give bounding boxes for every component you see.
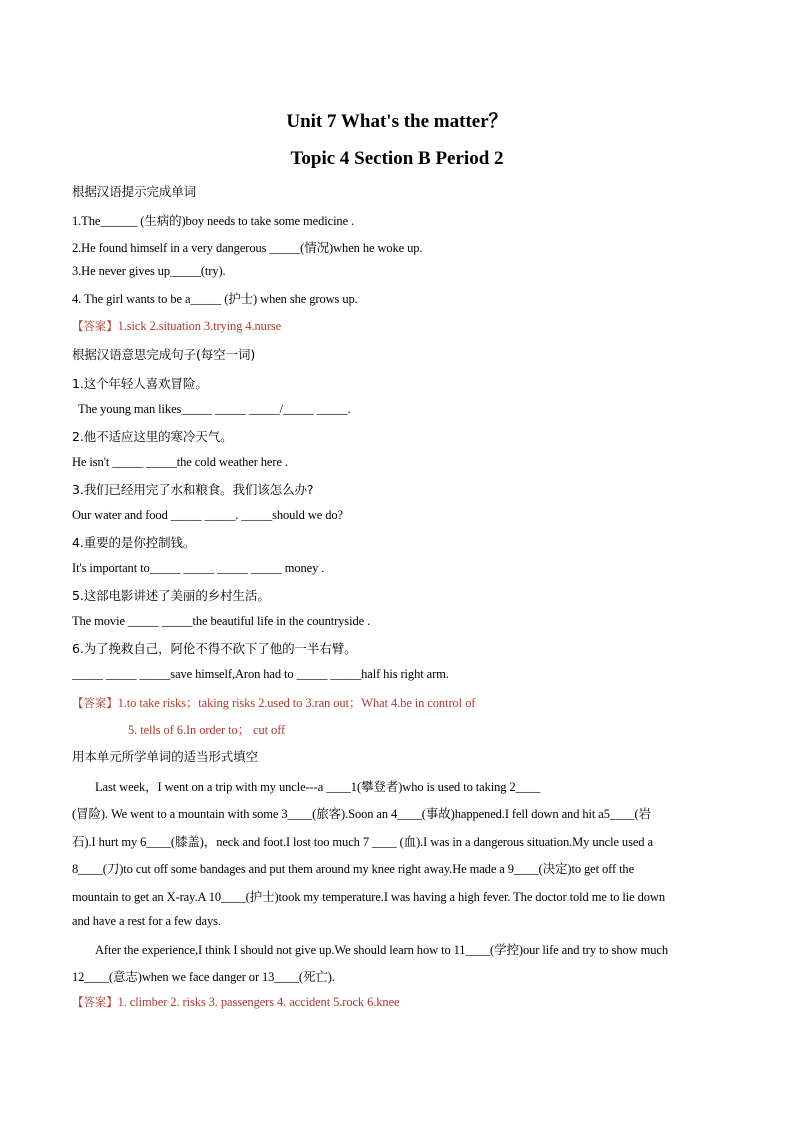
answer-tag: 【答案】 <box>72 995 118 1009</box>
section2-item-5-en: The movie _____ _____the beautiful life in the countryside . <box>72 614 371 628</box>
answer-tag: 【答案】 <box>72 696 118 710</box>
section2-item-2-zh: 2.他不适应这里的寒冷天气。 <box>72 429 233 444</box>
section2-item-1-en: The young man likes_____ _____ _____/_____ _____. <box>78 402 351 416</box>
section2-item-4-zh: 4.重要的是你控制钱。 <box>72 535 196 550</box>
section2-answer-line2: 5. tells of 6.In order to； cut off <box>128 723 286 737</box>
answer-text-line1: 1.to take risks；taking risks 2.used to 3.ran out；What 4.be in control of <box>117 696 476 710</box>
section3-para-line-3: 石).I hurt my 6____(膝盖)，neck and foot.I lost too much 7 ____ (血).I was in a dangerous situation.My uncle used a <box>72 835 653 849</box>
section2-item-6-en: _____ _____ _____save himself,Aron had to _____ _____half his right arm. <box>72 667 449 681</box>
section2-item-1-zh: 1.这个年轻人喜欢冒险。 <box>72 376 208 391</box>
section2-item-4-en: It's important to_____ _____ _____ _____ money . <box>72 561 325 575</box>
section1-heading: 根据汉语提示完成单词 <box>72 184 197 199</box>
answer-text: 1.sick 2.situation 3.trying 4.nurse <box>117 319 282 333</box>
section2-item-2-en: He isn't _____ _____the cold weather here . <box>72 455 288 469</box>
section2-item-6-zh: 6.为了挽救自己，阿伦不得不砍下了他的一半右臂。 <box>72 641 357 656</box>
answer-tag: 【答案】 <box>72 319 118 333</box>
section1-item-1: 1.The______ (生病的)boy needs to take some medicine . <box>72 214 355 228</box>
section1-item-3: 3.He never gives up_____(try). <box>72 264 226 278</box>
section3-para-line-2: (冒险). We went to a mountain with some 3____(旅客).Soon an 4____(事故)happened.I fell down and hit a5____(岩 <box>72 807 651 821</box>
section3-para-line-7: After the experience,I think I should not give up.We should learn how to 11____(学控)our life and try to show much <box>95 943 668 957</box>
section3-para-line-1: Last week，I went on a trip with my uncle---a ____1(攀登者)who is used to taking 2____ <box>95 780 541 794</box>
section3-para-line-4: 8____(刀)to cut off some bandages and put them around my knee right away.He made a 9____(决定)to get off the <box>72 862 635 876</box>
section2-item-3-en: Our water and food _____ _____. _____should we do? <box>72 508 343 522</box>
page-subtitle: Topic 4 Section B Period 2 <box>290 148 504 169</box>
section1-item-4: 4. The girl wants to be a_____ (护士) when she grows up. <box>72 292 358 306</box>
section1-item-2: 2.He found himself in a very dangerous _____(情况)when he woke up. <box>72 241 423 255</box>
page-title: Unit 7 What's the matter？ <box>286 111 508 132</box>
section3-answer <box>72 994 399 1010</box>
section3-para-line-6: and have a rest for a few days. <box>72 914 221 928</box>
section3-heading: 用本单元所学单词的适当形式填空 <box>72 749 259 764</box>
section2-answer <box>72 693 475 711</box>
section2-item-3-zh: 3.我们已经用完了水和粮食。我们该怎么办? <box>72 482 314 497</box>
answer-text: 1. climber 2. risks 3. passengers 4. accident 5.rock 6.knee <box>117 995 400 1009</box>
section1-answer <box>72 318 281 334</box>
section3-para-line-8: 12____(意志)when we face danger or 13____(死亡). <box>72 970 335 984</box>
section2-item-5-zh: 5.这部电影讲述了美丽的乡村生活。 <box>72 588 270 603</box>
section3-para-line-5: mountain to get an X-ray.A 10____(护士)took my temperature.I was having a high fever. The doctor told me to lie down <box>72 890 665 904</box>
section2-heading: 根据汉语意思完成句子(每空一词) <box>72 347 256 362</box>
